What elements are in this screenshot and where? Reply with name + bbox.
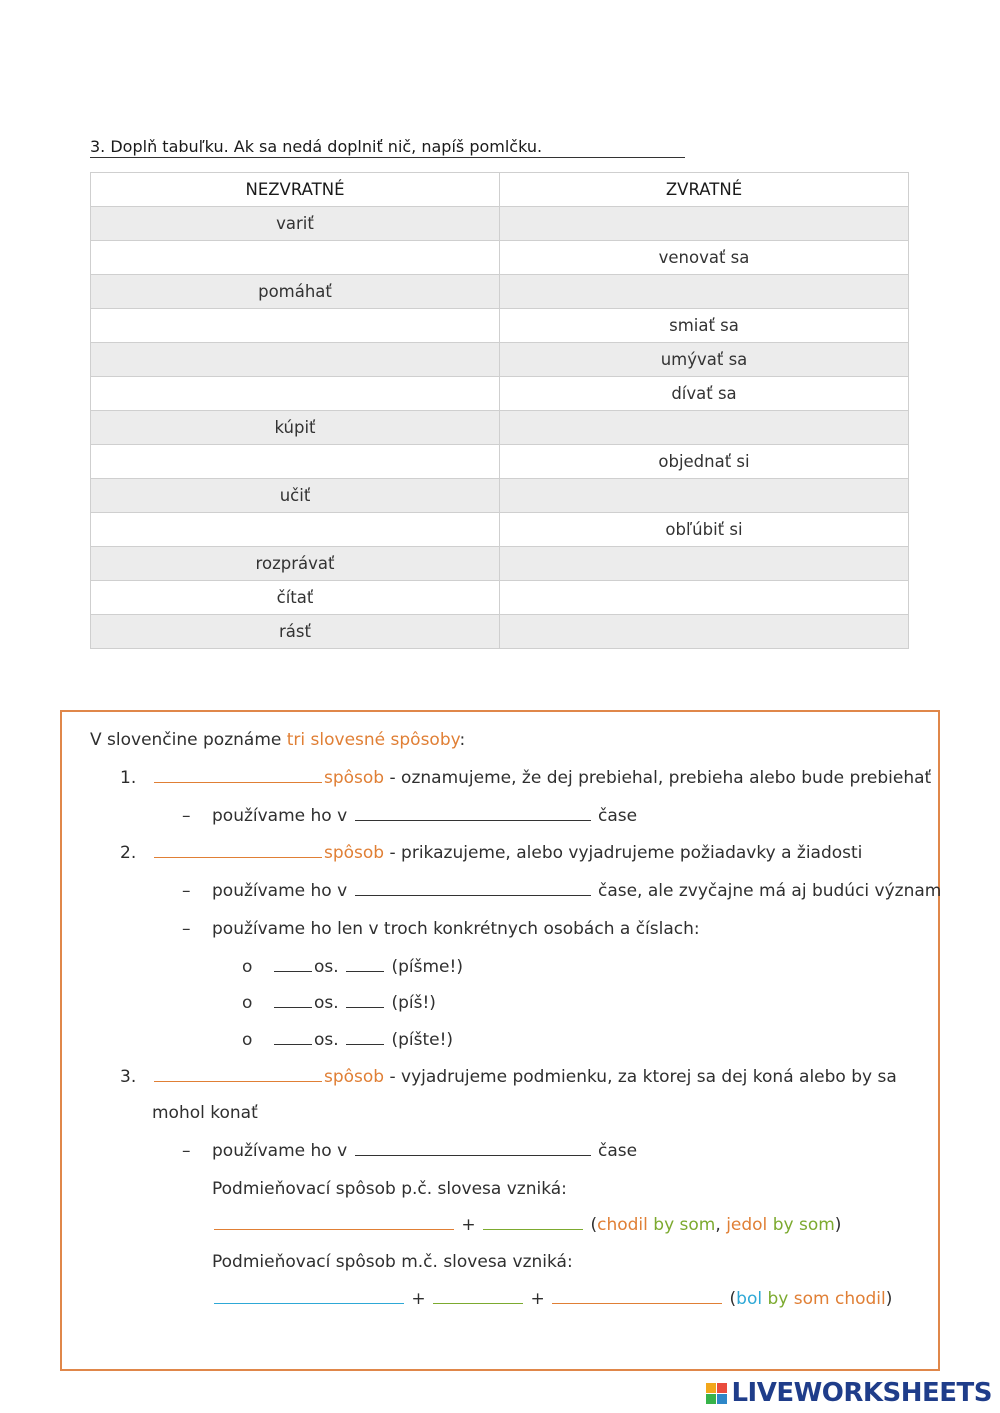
pc-ex-close: ) (834, 1215, 842, 1235)
intro-highlight: tri slovesné spôsoby (286, 730, 460, 750)
item2-number: 2. (120, 843, 137, 863)
item2-blank[interactable] (154, 843, 322, 858)
item3-bullet-prefix: používame ho v (212, 1141, 353, 1161)
table-row (91, 309, 909, 343)
cell-nezvratne[interactable] (91, 377, 500, 411)
cell-nezvratne: kúpiť (91, 411, 500, 445)
pc-ex-sep: , (715, 1215, 727, 1235)
cell-nezvratne[interactable] (91, 343, 500, 377)
pc-ex-w2: by (647, 1215, 675, 1235)
sub-circle-3: o (242, 1030, 253, 1050)
table-row (91, 547, 909, 581)
item1-bullet-suffix: čase (592, 806, 638, 826)
cell-zvratne[interactable] (500, 547, 909, 581)
cell-nezvratne[interactable] (91, 241, 500, 275)
item2-dash-1: – (182, 881, 191, 901)
pc-ex-open: ( (590, 1215, 598, 1235)
cell-nezvratne: učiť (91, 479, 500, 513)
item3-word: spôsob (324, 1067, 385, 1087)
cell-zvratne[interactable] (500, 275, 909, 309)
item2-text: - prikazujeme, alebo vyjadrujeme požiadavky a žiadosti (384, 843, 863, 863)
sub1-example: (píšme!) (391, 957, 463, 977)
pc-blank-2[interactable] (483, 1215, 583, 1230)
sub3-example: (píšte!) (391, 1030, 454, 1050)
pc-label: Podmieňovací spôsob p.č. slovesa vzniká: (212, 1179, 567, 1199)
item1-word: spôsob (324, 768, 385, 788)
mc-blank-1[interactable] (214, 1289, 404, 1304)
item3-tense-blank[interactable] (355, 1141, 591, 1156)
pc-blank-1[interactable] (214, 1215, 454, 1230)
item3-bullet (212, 1141, 637, 1161)
sub-item-1 (272, 957, 463, 977)
item2-bullet-1 (212, 881, 941, 901)
cell-nezvratne: variť (91, 207, 500, 241)
item1-line (152, 768, 931, 788)
cell-nezvratne: pomáhať (91, 275, 500, 309)
cell-zvratne: obľúbiť si (500, 513, 909, 547)
mc-blank-3[interactable] (552, 1289, 722, 1304)
item2-line (152, 843, 862, 863)
table-row (91, 275, 909, 309)
mc-formula (212, 1289, 892, 1309)
table-row (91, 411, 909, 445)
item3-bullet-suffix: čase (592, 1141, 638, 1161)
table-row (91, 581, 909, 615)
cell-zvratne[interactable] (500, 581, 909, 615)
item2-bullet1-suffix: čase, ale zvyčajne má aj budúci význam (592, 881, 942, 901)
task-title: 3. Doplň tabuľku. Ak sa nedá doplniť nič, napíš pomlčku. (90, 137, 685, 158)
item3-text: - vyjadrujeme podmienku, za ktorej sa dej koná alebo by sa (384, 1067, 897, 1087)
cell-zvratne[interactable] (500, 479, 909, 513)
cell-zvratne[interactable] (500, 615, 909, 649)
item1-dash: – (182, 806, 191, 826)
cell-zvratne: venovať sa (500, 241, 909, 275)
mc-plus-2: + (530, 1289, 545, 1309)
item2-dash-2: – (182, 919, 191, 939)
cell-nezvratne[interactable] (91, 513, 500, 547)
item3-dash: – (182, 1141, 191, 1161)
mc-ex-open: ( (729, 1289, 737, 1309)
table-row (91, 479, 909, 513)
info-box (60, 710, 940, 1371)
pc-ex-w3: som (674, 1215, 716, 1235)
verb-table (90, 172, 909, 649)
table-row (91, 377, 909, 411)
mc-ex-w1: bol (736, 1289, 763, 1309)
item3-line (152, 1067, 897, 1087)
cell-nezvratne: čítať (91, 581, 500, 615)
item3-blank[interactable] (154, 1067, 322, 1082)
item1-bullet-prefix: používame ho v (212, 806, 353, 826)
cell-nezvratne: rozprávať (91, 547, 500, 581)
cell-zvratne[interactable] (500, 411, 909, 445)
mc-ex-w2: by (762, 1289, 789, 1309)
table-row (91, 615, 909, 649)
sub3-number-blank[interactable] (346, 1030, 384, 1045)
sub-item-3 (272, 1030, 453, 1050)
pc-plus: + (461, 1215, 476, 1235)
intro-line (90, 730, 465, 750)
item1-blank[interactable] (154, 768, 322, 783)
item2-bullet1-prefix: používame ho v (212, 881, 353, 901)
sub3-os: os. (314, 1030, 339, 1050)
sub-circle-1: o (242, 957, 253, 977)
table-row (91, 513, 909, 547)
intro-prefix: V slovenčine poznáme (90, 730, 287, 750)
mc-plus-1: + (411, 1289, 426, 1309)
item1-bullet (212, 806, 637, 826)
sub3-person-blank[interactable] (274, 1030, 312, 1045)
sub2-os: os. (314, 993, 339, 1013)
sub-item-2 (272, 993, 436, 1013)
cell-nezvratne[interactable] (91, 309, 500, 343)
mc-ex-w3: som chodil (788, 1289, 886, 1309)
sub1-os: os. (314, 957, 339, 977)
mc-blank-2[interactable] (433, 1289, 523, 1304)
table-header-nezvratne: NEZVRATNÉ (91, 173, 500, 207)
cell-zvratne: smiať sa (500, 309, 909, 343)
item2-bullet-2: používame ho len v troch konkrétnych osobách a číslach: (212, 919, 700, 939)
logo-text: LIVEWORKSHEETS (731, 1378, 992, 1408)
item1-text: - oznamujeme, že dej prebiehal, prebieha alebo bude prebiehať (384, 768, 932, 788)
pc-ex-w5: by (767, 1215, 794, 1235)
intro-suffix: : (459, 730, 466, 750)
table-row (91, 207, 909, 241)
item1-number: 1. (120, 768, 137, 788)
cell-nezvratne: rásť (91, 615, 500, 649)
item3-number: 3. (120, 1067, 137, 1087)
table-row (91, 241, 909, 275)
sub2-example: (píš!) (391, 993, 436, 1013)
cell-zvratne[interactable] (500, 207, 909, 241)
item2-tense-blank[interactable] (355, 881, 591, 896)
logo-mark-icon (706, 1383, 727, 1404)
cell-zvratne: umývať sa (500, 343, 909, 377)
sub2-number-blank[interactable] (346, 993, 384, 1008)
table-row (91, 445, 909, 479)
item1-tense-blank[interactable] (355, 806, 591, 821)
pc-ex-w4: jedol (726, 1215, 768, 1235)
cell-nezvratne[interactable] (91, 445, 500, 479)
pc-formula (212, 1215, 841, 1235)
mc-ex-close: ) (885, 1289, 893, 1309)
mc-label: Podmieňovací spôsob m.č. slovesa vzniká: (212, 1252, 573, 1272)
sub1-number-blank[interactable] (346, 957, 384, 972)
pc-ex-w1: chodil (597, 1215, 648, 1235)
table-header-zvratne: ZVRATNÉ (500, 173, 909, 207)
pc-ex-w6: som (793, 1215, 835, 1235)
liveworksheets-logo (706, 1377, 992, 1409)
cell-zvratne: dívať sa (500, 377, 909, 411)
item2-word: spôsob (324, 843, 385, 863)
sub-circle-2: o (242, 993, 253, 1013)
item3-text-cont: mohol konať (152, 1103, 258, 1123)
sub2-person-blank[interactable] (274, 993, 312, 1008)
table-row (91, 343, 909, 377)
cell-zvratne: objednať si (500, 445, 909, 479)
sub1-person-blank[interactable] (274, 957, 312, 972)
